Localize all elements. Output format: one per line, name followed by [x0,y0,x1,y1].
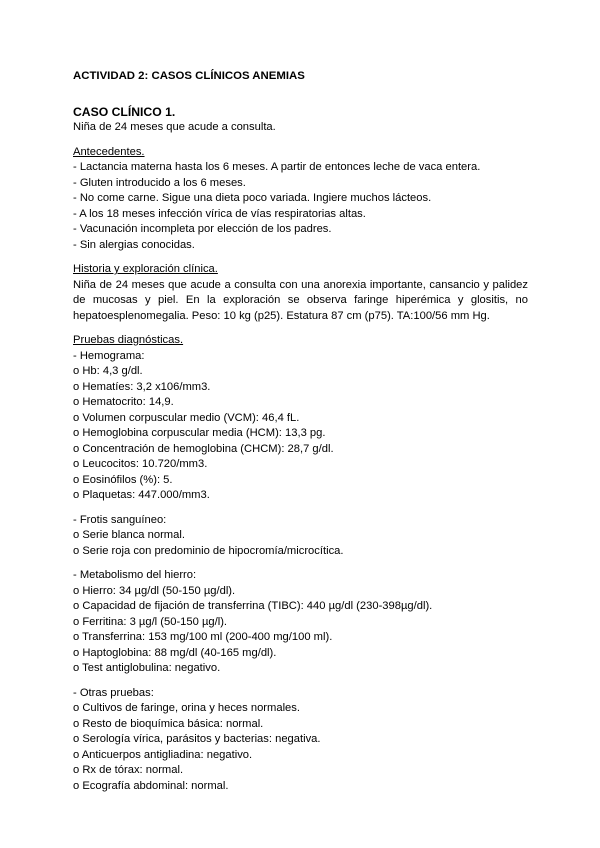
frotis-item: o Serie roja con predominio de hipocromía/microcítica. [73,544,344,557]
hemograma-item: o Concentración de hemoglobina (CHCM): 28,7 g/dl. [73,442,334,455]
otras-label: - Otras pruebas: [73,686,154,699]
otras-item: o Rx de tórax: normal. [73,764,184,776]
otras-item: o Serología vírica, parásitos y bacterias: negativa. [73,733,321,745]
antecedentes-heading: Antecedentes. [73,145,145,158]
otras-item: o Resto de bioquímica básica: normal. [73,717,264,730]
document-title: ACTIVIDAD 2: CASOS CLÍNICOS ANEMIAS [73,70,305,82]
pruebas-heading: Pruebas diagnósticas. [73,334,184,346]
case-title: CASO CLÍNICO 1. [73,105,176,119]
case-intro: Niña de 24 meses que acude a consulta. [73,121,276,133]
otras-item: o Cultivos de faringe, orina y heces normales. [73,702,300,714]
antecedentes-item: - A los 18 meses infección vírica de vías respiratorias altas. [73,207,366,220]
hemograma-item: o Hemoglobina corpuscular media (HCM): 13,3 pg. [73,427,326,439]
otras-item: o Ecografía abdominal: normal. [73,779,229,792]
hierro-item: o Ferritina: 3 µg/l (50-150 µg/l). [73,615,228,628]
hemograma-item: o Hb: 4,3 g/dl. [73,365,143,377]
hemograma-item: o Plaquetas: 447.000/mm3. [73,489,210,501]
hierro-item: o Test antiglobulina: negativo. [73,662,221,674]
hemograma-item: o Leucocitos: 10.720/mm3. [73,458,208,470]
hierro-item: o Haptoglobina: 88 mg/dl (40-165 mg/dl). [73,646,277,659]
hemograma-item: o Hematíes: 3,2 x106/mm3. [73,380,211,393]
historia-heading: Historia y exploración clínica. [73,263,218,275]
hierro-item: o Capacidad de fijación de transferrina (TIBC): 440 µg/dl (230-398µg/dl). [73,600,433,612]
antecedentes-item: - Gluten introducido a los 6 meses. [73,176,246,189]
antecedentes-item: - No come carne. Sigue una dieta poco variada. Ingiere muchos lácteos. [73,192,432,204]
hemograma-item: o Volumen corpuscular medio (VCM): 46,4 fL. [73,411,300,424]
otras-item: o Anticuerpos antigliadina: negativo. [73,748,253,761]
hemograma-label: - Hemograma: [73,349,145,362]
frotis-item: o Serie blanca normal. [73,529,185,541]
frotis-label: - Frotis sanguíneo: [73,513,167,526]
document-content [73,68,528,794]
hierro-label: - Metabolismo del hierro: [73,569,197,581]
hierro-item: o Hierro: 34 µg/dl (50-150 µg/dl). [73,584,236,597]
antecedentes-item: - Lactancia materna hasta los 6 meses. A partir de entonces leche de vaca entera. [73,161,481,173]
hemograma-item: o Eosinófilos (%): 5. [73,473,173,486]
antecedentes-item: - Vacunación incompleta por elección de los padres. [73,223,332,235]
historia-paragraph: Niña de 24 meses que acude a consulta con una anorexia importante, cansancio y palidez de mucosas y piel. En la exploración se observa faringe hiperémica y glositis, no hepatoesplenomegalia. Peso: 10 kg (p25). Estatura 87 cm (p75). TA:100/56 mm Hg. [73,278,528,322]
antecedentes-item: - Sin alergias conocidas. [73,238,195,251]
hemograma-item: o Hematocrito: 14,9. [73,396,174,408]
hierro-item: o Transferrina: 153 mg/100 ml (200-400 mg/100 ml). [73,631,333,643]
